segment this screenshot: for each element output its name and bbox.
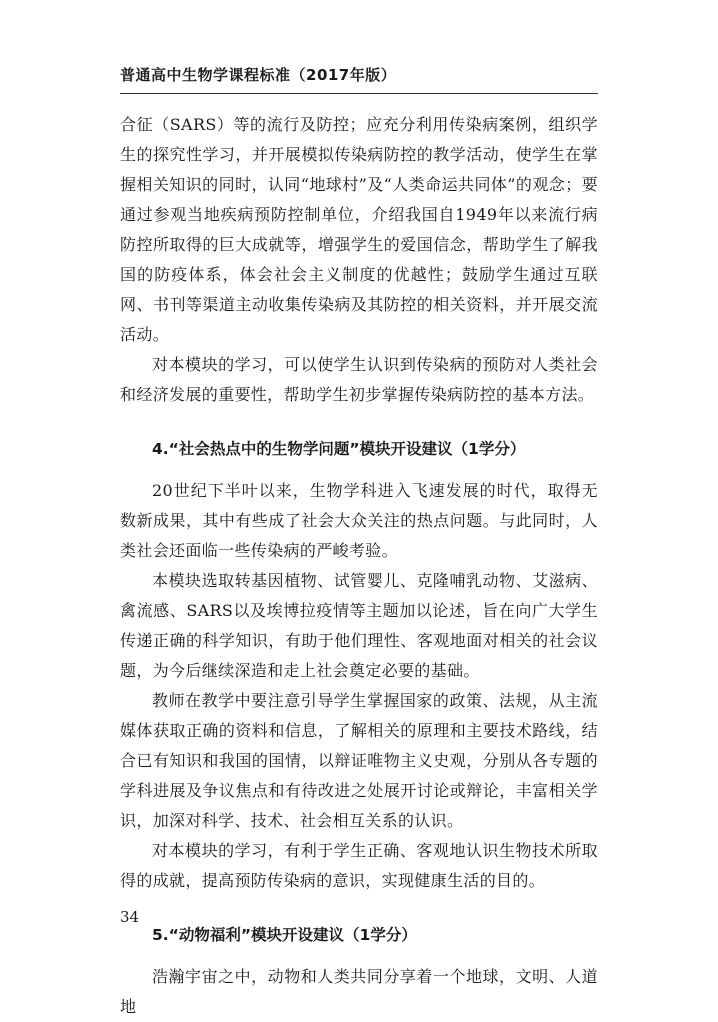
main-content [120,110,598,1022]
paragraph-module-summary: 对本模块的学习，可以使学生认识到传染病的预防对人类社会和经济发展的重要性，帮助学生初步掌握传染病防控的基本方法。 [120,355,598,404]
page-number: 34 [120,908,140,926]
paragraph-teaching-guidance: 教师在教学中要注意引导学生掌握国家的政策、法规，从主流媒体获取正确的资料和信息，了解相关的原理和主要技术路线，结合已有知识和我国的国情，以辩证唯物主义史观，分别从各专题的学科进展及争议焦点和有待改进之处展开讨论或辩论，丰富相关学识，加深对科学、技术、社会相互关系的认识。 [120,691,598,830]
section-heading-5: 5.“动物福利”模块开设建议（1学分） [152,926,417,944]
paragraph-learning-outcome: 对本模块的学习，有利于学生正确、客观地认识生物技术所取得的成就，提高预防传染病的意识，实现健康生活的目的。 [120,841,598,890]
running-header-title: 普通高中生物学课程标准（2017年版） [120,66,397,84]
paragraph-topics: 本模块选取转基因植物、试管婴儿、克隆哺乳动物、艾滋病、禽流感、SARS以及埃博拉疫情等主题加以论述，旨在向广大学生传递正确的科学知识，有助于他们理性、客观地面对相关的社会议题，为今后继续深造和走上社会奠定必要的基础。 [120,571,598,680]
paragraph-sars-continuation: 合征（SARS）等的流行及防控；应充分利用传染病案例，组织学生的探究性学习，并开展模拟传染病防控的教学活动，使学生在掌握相关知识的同时，认同“地球村”及“人类命运共同体”的观念；要通过参观当地疾病预防控制单位，介绍我国自1949年以来流行病防控所取得的巨大成就等，增强学生的爱国信念，帮助学生了解我国的防疫体系，体会社会主义制度的优越性；鼓励学生通过互联网、书刊等渠道主动收集传染病及其防控的相关资料，并开展交流活动。 [120,115,598,344]
paragraph-animal-welfare-intro: 浩瀚宇宙之中，动物和人类共同分享着一个地球，文明、人道地 [120,967,598,1016]
section-heading-4: 4.“社会热点中的生物学问题”模块开设建议（1学分） [152,440,526,458]
paragraph-background: 20世纪下半叶以来，生物学科进入飞速发展的时代，取得无数新成果，其中有些成了社会大众关注的热点问题。与此同时，人类社会还面临一些传染病的严峻考验。 [120,481,598,560]
header-divider [120,93,598,94]
